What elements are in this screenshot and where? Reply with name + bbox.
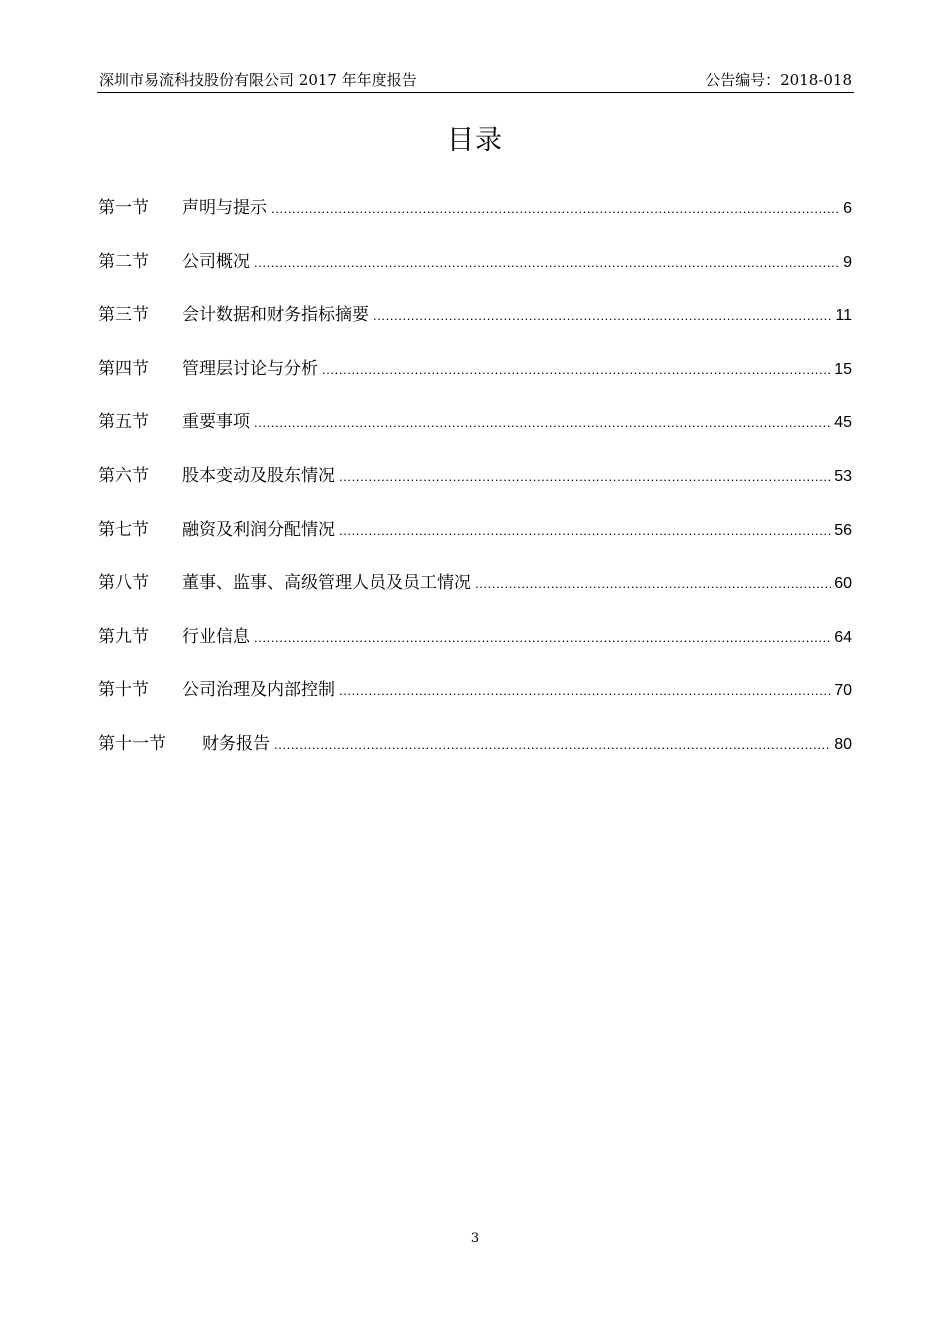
toc-heading: 财务报告 (202, 733, 270, 754)
toc-page-number: 11 (835, 307, 852, 325)
toc-section-label: 第八节 (98, 573, 149, 594)
toc-page-number: 70 (834, 682, 852, 700)
toc-leader-dots (475, 577, 831, 590)
toc-page-number: 56 (834, 521, 852, 539)
toc-leader-dots (339, 524, 831, 537)
toc-entry-2[interactable] (98, 247, 852, 301)
toc-section-label: 第二节 (98, 251, 149, 272)
toc-page-number: 15 (834, 360, 852, 378)
toc-section-label: 第九节 (98, 626, 149, 647)
toc-heading: 会计数据和财务指标摘要 (182, 305, 369, 326)
toc-leader-dots (322, 363, 831, 376)
toc-title: 目录 (447, 125, 503, 156)
toc-page-number: 45 (834, 414, 852, 432)
toc-heading: 声明与提示 (182, 198, 267, 218)
toc-entry-3[interactable] (98, 300, 852, 354)
toc-leader-dots (339, 684, 831, 697)
toc-leader-dots (254, 631, 831, 644)
announcement-number: 公告编号：2018-018 (705, 71, 852, 89)
toc-heading: 公司治理及内部控制 (182, 680, 335, 701)
toc-section-label: 第七节 (98, 519, 149, 540)
toc-entry-6[interactable] (98, 461, 852, 515)
toc-leader-dots (254, 256, 840, 269)
toc-page-number: 60 (834, 575, 852, 593)
toc-leader-dots (373, 309, 832, 322)
toc-heading: 融资及利润分配情况 (182, 519, 335, 540)
report-title: 深圳市易流科技股份有限公司 2017 年年度报告 (99, 71, 417, 89)
toc-heading: 重要事项 (182, 412, 250, 433)
toc-page-number: 6 (843, 200, 852, 217)
toc-section-label: 第四节 (98, 358, 149, 379)
toc-entry-4[interactable] (98, 354, 852, 408)
toc-section-label: 第五节 (98, 412, 149, 433)
toc-entry-7[interactable] (98, 515, 852, 569)
toc-heading: 行业信息 (182, 626, 250, 647)
toc-page-number: 64 (834, 628, 852, 646)
toc-section-label: 第三节 (98, 305, 149, 326)
page-number: 3 (470, 1231, 480, 1246)
toc-heading: 董事、监事、高级管理人员及员工情况 (182, 573, 471, 594)
toc-entry-11[interactable] (98, 729, 852, 783)
table-of-contents (98, 193, 852, 783)
toc-heading: 股本变动及股东情况 (182, 465, 335, 486)
toc-entry-5[interactable] (98, 407, 852, 461)
toc-section-label: 第六节 (98, 465, 149, 486)
toc-leader-dots (254, 416, 831, 429)
toc-page-number: 9 (843, 253, 852, 271)
page-header (97, 66, 854, 93)
toc-section-label: 第一节 (98, 198, 149, 218)
toc-entry-8[interactable] (98, 568, 852, 622)
toc-leader-dots (339, 470, 831, 483)
toc-heading: 管理层讨论与分析 (182, 358, 318, 379)
toc-page-number: 80 (834, 735, 852, 753)
toc-entry-1[interactable] (98, 193, 852, 247)
toc-section-label: 第十一节 (98, 733, 166, 754)
toc-page-number: 53 (834, 467, 852, 485)
toc-section-label: 第十节 (98, 680, 149, 701)
toc-leader-dots (274, 738, 831, 751)
toc-heading: 公司概况 (182, 251, 250, 272)
toc-leader-dots (271, 202, 840, 215)
toc-entry-10[interactable] (98, 675, 852, 729)
toc-entry-9[interactable] (98, 622, 852, 676)
